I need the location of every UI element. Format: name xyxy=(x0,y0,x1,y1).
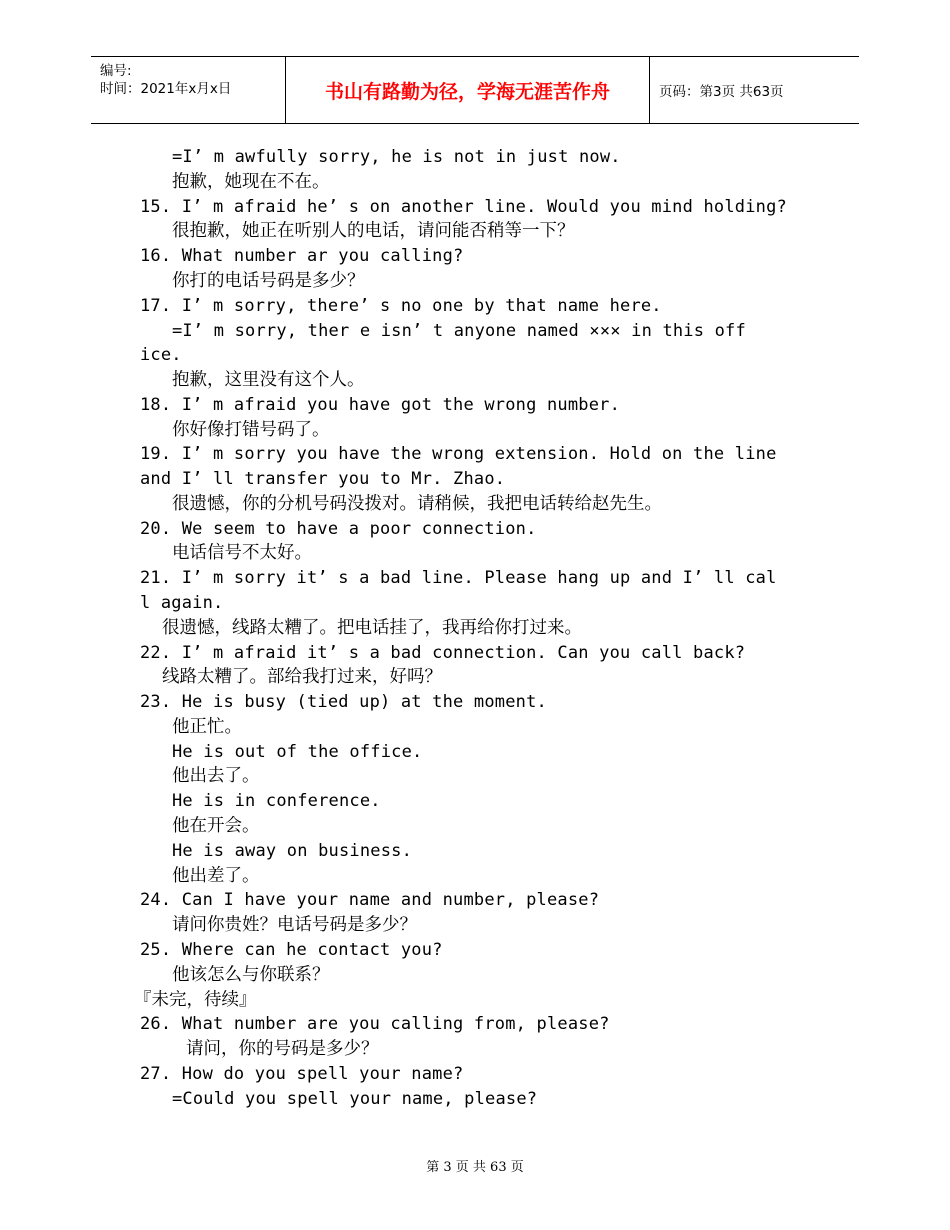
text-line: =I’ m sorry, ther e isn’ t anyone named ××× in this off xyxy=(172,321,746,341)
header-page-info: 页码：第3页 共63页 xyxy=(659,84,784,100)
text-line: 抱歉，她现在不在。 xyxy=(172,172,330,192)
text-line: and I’ ll transfer you to Mr. Zhao. xyxy=(140,469,506,489)
text-line: He is in conference. xyxy=(172,791,381,811)
text-line: 『未完，待续』 xyxy=(134,990,257,1010)
text-line: 他出去了。 xyxy=(172,766,260,786)
text-line: 他正忙。 xyxy=(172,717,242,737)
text-line: 请问，你的号码是多少？ xyxy=(186,1039,379,1059)
page-footer: 第 3 页 共 63 页 xyxy=(426,1160,524,1175)
text-line: 他该怎么与你联系？ xyxy=(172,965,330,985)
time-label: 时间：2021年x月x日 xyxy=(100,81,232,97)
text-line: 线路太糟了。部给我打过来，好吗？ xyxy=(162,667,442,687)
text-line: He is away on business. xyxy=(172,841,413,861)
text-line: 他在开会。 xyxy=(172,816,260,836)
text-line: 26. What number are you calling from, please? xyxy=(140,1014,610,1034)
page-header xyxy=(91,56,859,124)
text-line: 21. I’ m sorry it’ s a bad line. Please hang up and I’ ll cal xyxy=(140,568,777,588)
text-line: l again. xyxy=(140,593,224,613)
text-line: 他出差了。 xyxy=(172,866,260,886)
number-label: 编号: xyxy=(100,63,132,79)
text-line: 你打的电话号码是多少？ xyxy=(172,271,365,291)
text-line: 很抱歉，她正在听别人的电话，请问能否稍等一下？ xyxy=(172,221,575,241)
text-line: 电话信号不太好。 xyxy=(172,543,312,563)
text-line: =Could you spell your name, please? xyxy=(172,1089,538,1109)
text-line: 请问你贵姓？电话号码是多少？ xyxy=(172,915,417,935)
text-line: He is out of the office. xyxy=(172,742,423,762)
text-line: 27. How do you spell your name? xyxy=(140,1064,464,1084)
header-meta xyxy=(100,62,285,98)
text-line: 20. We seem to have a poor connection. xyxy=(140,519,537,539)
text-line: 16. What number ar you calling? xyxy=(140,246,464,266)
text-line: 17. I’ m sorry, there’ s no one by that name here. xyxy=(140,296,662,316)
text-line: 很遗憾，你的分机号码没拨对。请稍候，我把电话转给赵先生。 xyxy=(172,494,662,514)
text-line: 18. I’ m afraid you have got the wrong number. xyxy=(140,395,621,415)
text-line: ice. xyxy=(140,345,182,365)
text-line: 你好像打错号码了。 xyxy=(172,420,330,440)
header-divider xyxy=(649,57,650,123)
text-line: 25. Where can he contact you? xyxy=(140,940,443,960)
text-line: =I’ m awfully sorry, he is not in just now. xyxy=(172,147,621,167)
text-line: 19. I’ m sorry you have the wrong extension. Hold on the line xyxy=(140,444,777,464)
text-line: 很遗憾，线路太糟了。把电话挂了，我再给你打过来。 xyxy=(162,618,582,638)
text-line: 22. I’ m afraid it’ s a bad connection. Can you call back? xyxy=(140,643,746,663)
text-line: 15. I’ m afraid he’ s on another line. Would you mind holding? xyxy=(140,197,787,217)
text-line: 23. He is busy (tied up) at the moment. xyxy=(140,692,547,712)
header-motto: 书山有路勤为径，学海无涯苦作舟 xyxy=(324,80,610,103)
text-line: 24. Can I have your name and number, please? xyxy=(140,890,600,910)
text-line: 抱歉，这里没有这个人。 xyxy=(172,370,365,390)
